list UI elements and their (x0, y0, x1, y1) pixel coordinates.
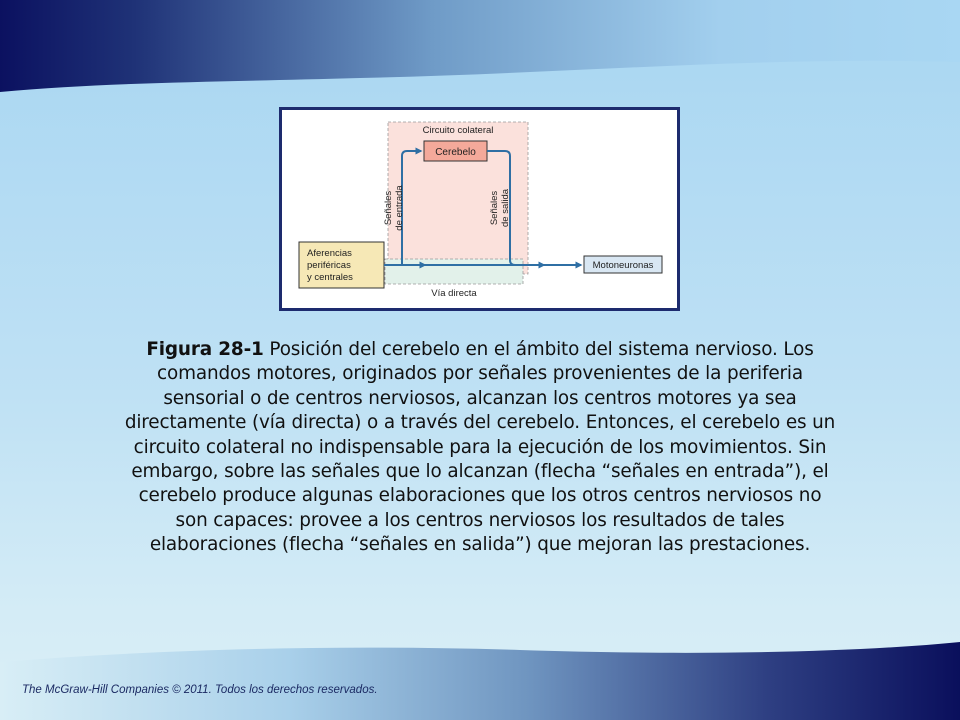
collateral-circuit-label: Circuito colateral (422, 125, 494, 136)
afferents-line-2: periféricas (307, 260, 351, 271)
top-decorative-band (0, 0, 960, 95)
input-signals-line-2: de entrada (394, 185, 405, 231)
motoneurons-label: Motoneuronas (592, 260, 654, 271)
direct-path-band (385, 259, 523, 284)
figure-caption (120, 338, 840, 558)
afferents-line-1: Aferencias (307, 248, 352, 259)
figure-diagram (279, 107, 680, 311)
direct-path-label: Vía directa (431, 288, 477, 299)
caption-figure-number: Figura 28-1 (146, 339, 264, 360)
input-signals-line-1: Señales (383, 190, 394, 226)
output-signals-line-1: Señales (489, 190, 500, 226)
bottom-decorative-band (0, 640, 960, 720)
copyright-footer: The McGraw-Hill Companies © 2011. Todos los derechos reservados. (22, 684, 378, 696)
afferents-line-3: y centrales (307, 272, 353, 283)
output-signals-line-2: de salida (500, 188, 511, 228)
cerebellum-label: Cerebelo (435, 147, 476, 158)
caption-text: Posición del cerebelo en el ámbito del sistema nervioso. Los comandos motores, originados por señales provenientes de la periferia sensorial o de centros nerviosos, alcanzan los centros motores ya sea directamente (vía directa) o a través del cerebelo. Entonces, el cerebelo es un circuito colateral no indispensable para la ejecución de los movimientos. Sin embargo, sobre las señales que lo alcanzan (flecha “señales en entrada”), el cerebelo produce algunas elaboraciones que los otros centros nerviosos no son capaces: provee a los centros nerviosos los resultados de tales elaboraciones (flecha “señales en salida”) que mejoran las prestaciones. (124, 339, 836, 556)
